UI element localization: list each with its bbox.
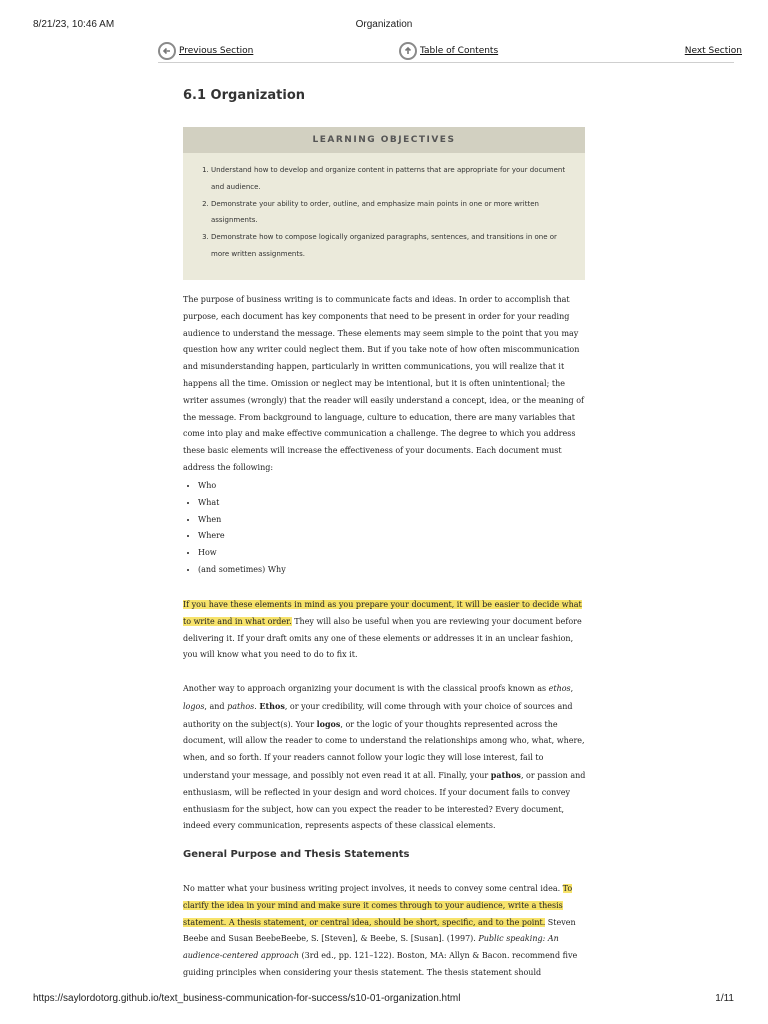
list-item: • What	[198, 495, 286, 512]
term-pathos: pathos	[227, 701, 255, 711]
paragraph-text: , and	[204, 701, 228, 711]
highlighted-text: To clarify the idea in your mind and make sure it comes through to your audience, write a thesis statement. A thesis statement, or central idea, should be short, specific, and to the point.	[183, 884, 573, 927]
print-page-title: Organization	[355, 19, 413, 30]
navigation-divider	[158, 62, 734, 63]
learning-objective-item: 3. Demonstrate how to compose logically organized paragraphs, sentences, and transitions in one or more written assignments.	[211, 229, 575, 263]
paragraph-text: , or passion and enthusiasm, will be reflected in your design and word choices. If your document fails to convey enthusiasm for the subject, how can you expect the reader to be interested? Every document, indeed every communication, represents aspects of these classical elements.	[183, 770, 586, 831]
arrow-left-icon	[158, 42, 176, 60]
paragraph-text: No matter what your business writing project involves, it needs to convey some central idea.	[183, 884, 563, 893]
arrow-up-icon	[399, 42, 417, 60]
paragraph-text: (3rd ed., pp. 121–122). Boston, MA: Allyn & Bacon. recommend five guiding principles when considering your thesis statement. The thesis statement should	[183, 951, 578, 977]
next-section-label: Next Section	[684, 46, 742, 56]
learning-objectives-box	[183, 127, 585, 280]
previous-section-link[interactable]	[158, 38, 253, 64]
term-ethos-bold: Ethos	[259, 700, 285, 711]
list-item: • When	[198, 512, 286, 529]
paragraph-text: , or the logic of your thoughts represented across the document, will allow the reader to come to understand the relationships among who, what, where, when, and so forth. If your readers cannot follow your logic they will lose interest, fail to understand your message, and possibly not even read it at all. Finally, your	[183, 719, 585, 780]
previous-section-label: Previous Section	[179, 46, 254, 56]
table-of-contents-label: Table of Contents	[420, 46, 499, 56]
paragraph-text: .	[254, 701, 260, 711]
paragraph-thesis	[183, 881, 588, 982]
paragraph-text: They will also be useful when you are reviewing your document before delivering it. If your draft omits any one of these elements or addresses it in an unclear fashion, you will know what you need to do to fix it.	[183, 616, 582, 660]
learning-objective-item: 2. Demonstrate your ability to order, outline, and emphasize main points in one or more written assignments.	[211, 196, 575, 230]
paragraph-text: ,	[570, 684, 574, 693]
next-section-link[interactable]	[685, 38, 742, 64]
paragraph-text: , or your credibility, will come through with your choice of sources and authority on the subject(s). Your	[183, 701, 573, 729]
paragraph-classical-proofs	[183, 681, 588, 835]
term-ethos: ethos	[548, 684, 571, 693]
print-url: https://saylordotorg.github.io/text_business-communication-for-success/s10-01-organization.html	[33, 993, 461, 1004]
list-item: • Where	[198, 528, 286, 545]
paragraph-text: Another way to approach organizing your document is with the classical proofs known as	[183, 684, 549, 693]
section-title: 6.1 Organization	[183, 88, 306, 103]
print-datetime: 8/21/23, 10:46 AM	[33, 19, 115, 30]
key-elements-list	[186, 478, 286, 579]
section-navigation	[158, 38, 742, 64]
term-logos: logos	[183, 701, 205, 711]
list-item: • Who	[198, 478, 286, 495]
subheading-thesis: General Purpose and Thesis Statements	[183, 849, 410, 860]
term-logos-bold: logos	[316, 718, 341, 729]
book-title: Public speaking: An audience-centered approach	[183, 934, 559, 961]
paragraph-text: Steven Beebe and Susan BeebeBeebe, S. [Steven], & Beebe, S. [Susan]. (1997).	[183, 917, 576, 944]
table-of-contents-link[interactable]	[399, 38, 498, 64]
paragraph-purpose: The purpose of business writing is to communicate facts and ideas. In order to accomplish that purpose, each document has key components that need to be present in order for your reading audience to understand the message. These elements may seem simple to the point that you may question how any writer could neglect them. But if you take note of how often miscommunication and misunderstanding happen, particularly in written communications, you will realize that it happens all the time. Omission or neglect may be intentional, but it is often unintentional; the writer assumes (wrongly) that the reader will easily understand a concept, idea, or the meaning of the message. From background to language, culture to education, there are many variables that come into play and make effective communication a challenge. The degree to which you address these basic elements will increase the effectiveness of your documents. Each document must address the following:	[183, 295, 584, 472]
list-item: • (and sometimes) Why	[198, 562, 286, 579]
term-pathos-bold: pathos	[490, 769, 521, 780]
learning-objective-item: 1. Understand how to develop and organize content in patterns that are appropriate for your document and audience.	[211, 162, 575, 196]
learning-objectives-list	[183, 153, 585, 263]
print-page-count: 1/11	[715, 993, 734, 1004]
paragraph-elements-in-mind	[183, 597, 588, 664]
list-item: • How	[198, 545, 286, 562]
learning-objectives-heading: LEARNING OBJECTIVES	[183, 127, 585, 153]
highlighted-text: If you have these elements in mind as you prepare your document, it will be easier to decide what to write and in what order.	[183, 600, 582, 626]
